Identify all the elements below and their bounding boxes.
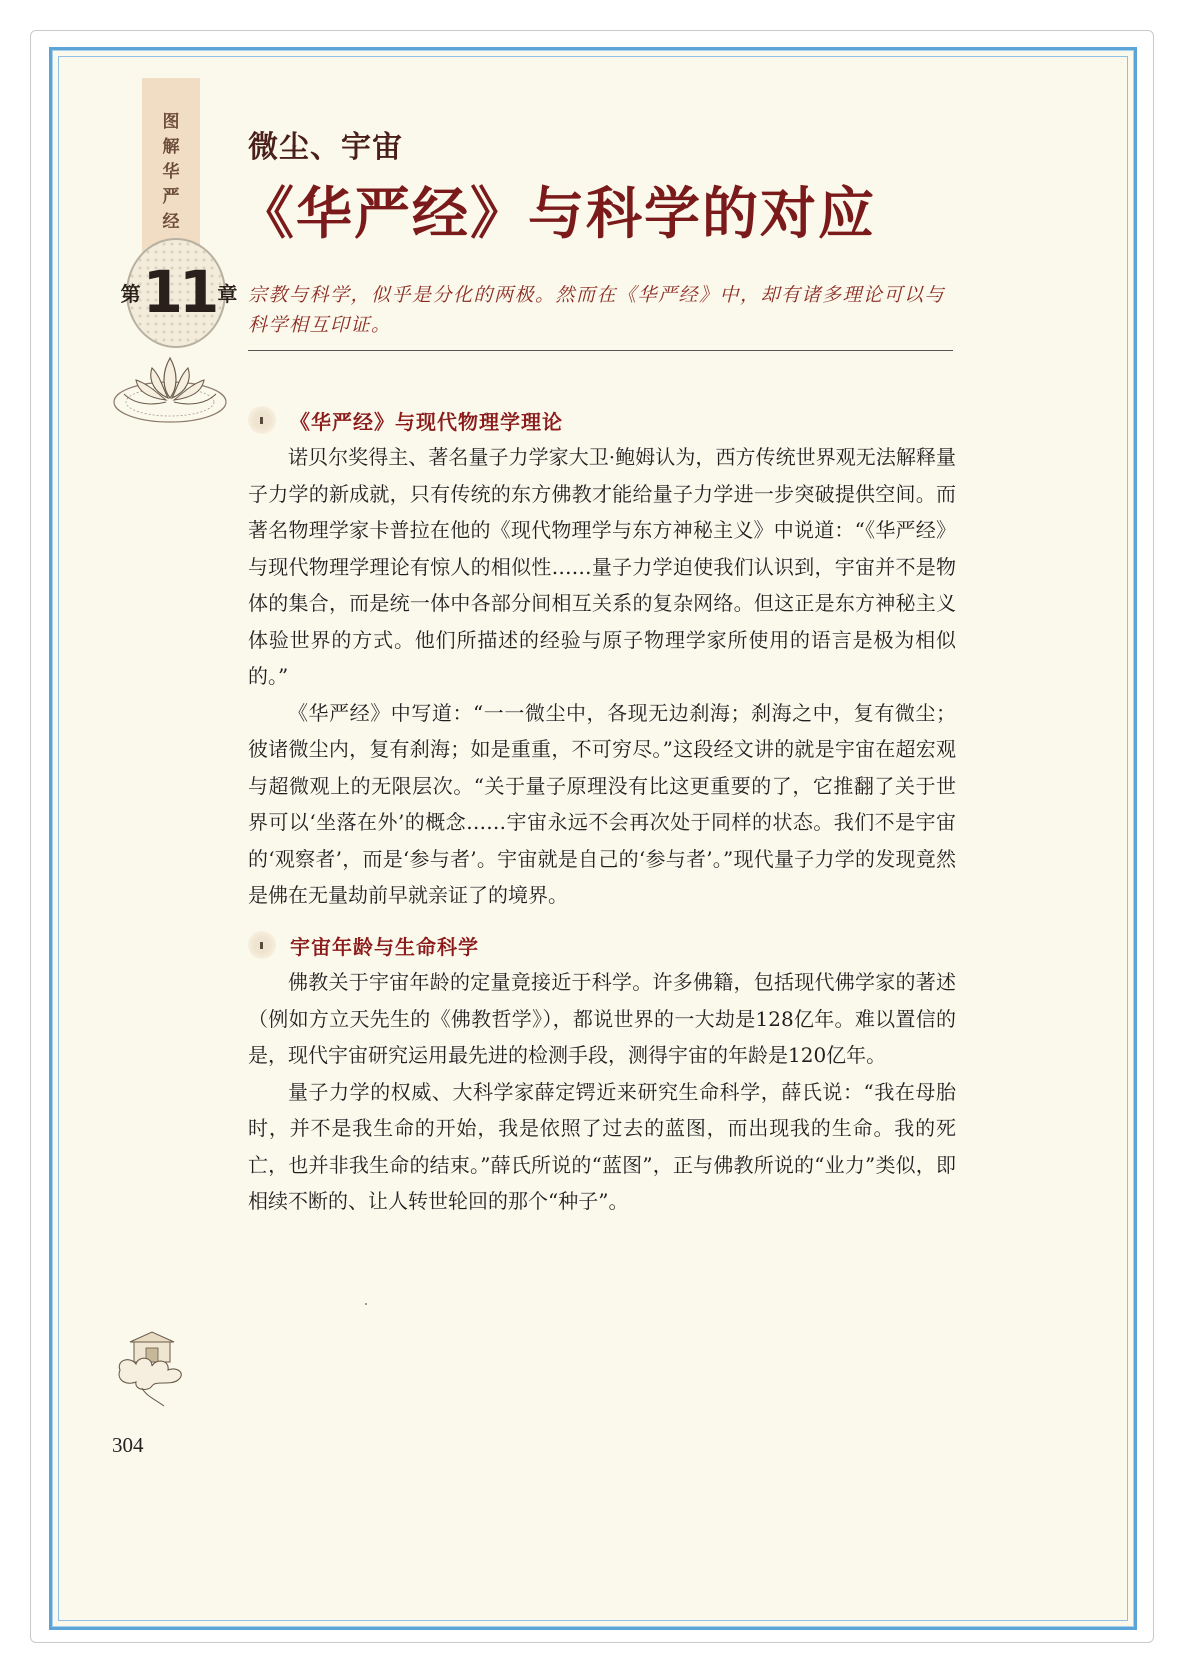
side-tab-char: 经 <box>162 212 180 232</box>
book-page <box>49 47 1137 1630</box>
section-title: 《华严经》与现代物理学理论 <box>290 409 563 434</box>
side-tab-char: 解 <box>162 137 180 157</box>
divider <box>248 350 953 351</box>
bullet-icon <box>248 406 276 434</box>
paragraph: 诺贝尔奖得主、著名量子力学家大卫·鲍姆认为，西方传统世界观无法解释量子力学的新成就，只有传统的东方佛教才能给量子力学进一步突破提供空间。而著名物理学家卡普拉在他的《现代物理学与东方神秘主义》中说道：“《华严经》与现代物理学理论有惊人的相似性……量子力学迫使我们认识到，宇宙并不是物体的集合，而是统一体中各部分间相互关系的复杂网络。但这正是东方神秘主义体验世界的方式。他们所描述的经验与原子物理学家所使用的语言是极为相似的。” <box>248 445 956 688</box>
chapter-suffix: 章 <box>217 281 238 306</box>
side-tab-char: 严 <box>162 187 180 207</box>
page-subtitle: 微尘、宇宙 <box>248 130 403 165</box>
side-tab-char: 图 <box>162 112 180 132</box>
paragraph: 《华严经》中写道：“一一微尘中，各现无边刹海；刹海之中，复有微尘；彼诸微尘内，复有刹海；如是重重，不可穷尽。”这段经文讲的就是宇宙在超宏观与超微观上的无限层次。“关于量子原理没有比这更重要的了，它推翻了关于世界可以‘坐落在外’的概念……宇宙永远不会再次处于同样的状态。我们不是宇宙的‘观察者’，而是‘参与者’。宇宙就是自己的‘参与者’。”现代量子力学的发现竟然是佛在无量劫前早就亲证了的境界。 <box>248 700 956 907</box>
side-tab-char: 华 <box>162 162 180 182</box>
section-title: 宇宙年龄与生命科学 <box>290 934 479 959</box>
temple-cloud-icon <box>112 1330 192 1410</box>
side-tab-text <box>142 110 200 235</box>
speck <box>365 1303 367 1305</box>
section-body <box>248 439 956 914</box>
intro-text: 宗教与科学，似乎是分化的两极。然而在《华严经》中，却有诸多理论可以与科学相互印证。 <box>248 284 946 336</box>
section-body <box>248 964 956 1220</box>
chapter-label <box>120 258 238 326</box>
paragraph: 佛教关于宇宙年龄的定量竟接近于科学。许多佛籍，包括现代佛学家的著述（例如方立天先生的《佛教哲学》），都说世界的一大劫是128亿年。难以置信的是，现代宇宙研究运用最先进的检测手段，测得宇宙的年龄是120亿年。 <box>248 970 956 1067</box>
page-number: 304 <box>112 1433 144 1457</box>
section-heading <box>248 930 479 960</box>
chapter-number: 11 <box>142 258 216 326</box>
paragraph: 量子力学的权威、大科学家薛定锷近来研究生命科学，薛氏说：“我在母胎时，并不是我生命的开始，我是依照了过去的蓝图，而出现我的生命。我的死亡，也并非我生命的结束。”薛氏所说的“蓝图”，正与佛教所说的“业力”类似，即相续不断的、让人转世轮回的那个“种子”。 <box>248 1079 956 1213</box>
page-title: 《华严经》与科学的对应 <box>238 182 876 247</box>
chapter-prefix: 第 <box>120 281 141 306</box>
lotus-icon <box>110 350 230 428</box>
section-heading <box>248 405 563 435</box>
bullet-icon <box>248 931 276 959</box>
